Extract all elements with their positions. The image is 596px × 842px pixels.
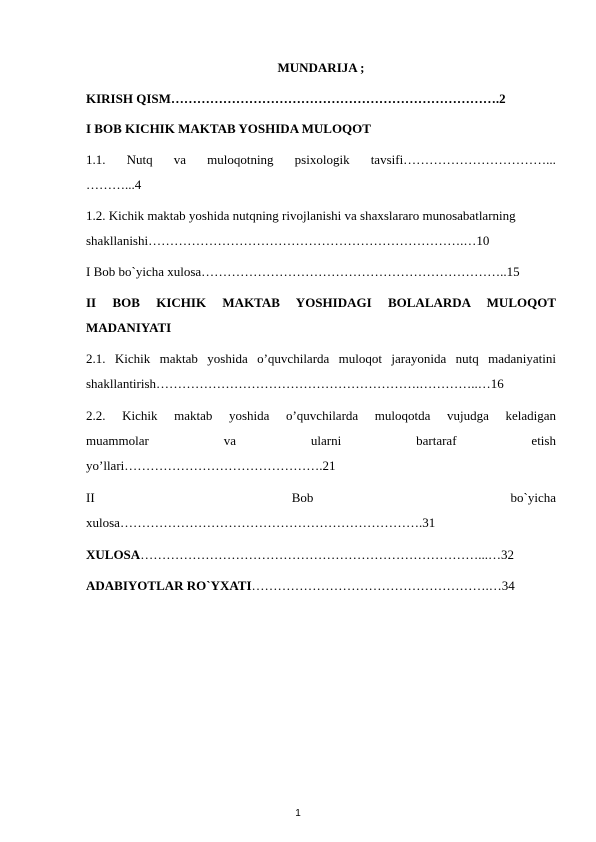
toc-entry-kirish[interactable]: KIRISH QISM………………………………………………………………….2 [86, 91, 506, 106]
page-number: 1 [295, 808, 301, 819]
toc-entry-bob1-xulosa[interactable]: I Bob bo`yicha xulosa……………………………………………………………..15 [86, 264, 520, 279]
page-title: MUNDARIJA ; [277, 60, 365, 75]
toc-entry-2-2[interactable]: 2.2. Kichik maktab yoshida o’quvchilarda muloqotda vujudga keladigan muammolar va ularni bartaraf etish yo’llari……………………………………….21 [86, 408, 556, 473]
toc-entry-1-2[interactable]: 1.2. Kichik maktab yoshida nutqning rivojlanishi va shaxslararo munosabatlarning shakllanishi……………………………………………………………….…10 [86, 208, 516, 248]
toc-entry-2-1[interactable]: 2.1. Kichik maktab yoshida o’quvchilarda muloqot jarayonida nutq madaniyatini shakllantirish…………………………………………………….…………..…16 [86, 351, 556, 391]
toc-entry-1-1[interactable]: 1.1. Nutq va muloqotning psixologik tavsifi……………………………... ………...4 [86, 152, 556, 192]
toc-heading-bob2[interactable]: II BOB KICHIK MAKTAB YOSHIDAGI BOLALARDA MULOQOT MADANIYATI [86, 295, 556, 335]
toc-entry-bob2-xulosa[interactable]: II Bob bo`yicha xulosa…………………………………………………………….31 [86, 490, 556, 530]
toc-entry-xulosa[interactable]: XULOSA……………………………………………………………………...…32 [86, 547, 514, 562]
toc-entry-adabiyotlar[interactable]: ADABIYOTLAR RO`YXATI……………………………………………….…34 [86, 578, 515, 593]
toc-heading-bob1[interactable]: I BOB KICHIK MAKTAB YOSHIDA MULOQOT [86, 121, 371, 136]
